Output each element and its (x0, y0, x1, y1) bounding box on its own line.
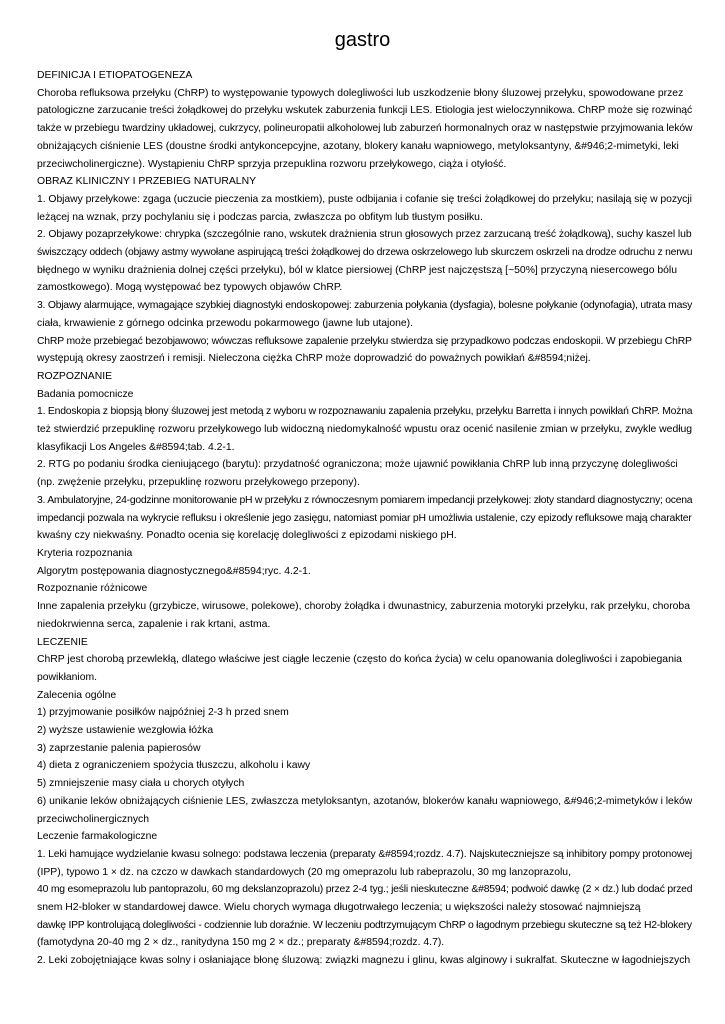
text-line: 6) unikanie leków obniżających ciśnienie LES, zwłaszcza metyloksantyn, azotanów, blokerów kanału wapniowego, &#946;2-mimetyków i leków (37, 795, 693, 807)
text-line: (np. zwężenie przełyku, przepuklinę rozworu przełykowego przepony). (37, 477, 360, 489)
text-line: Algorytm postępowania diagnostycznego&#8594;ryc. 4.2-1. (37, 565, 311, 577)
text-line: leżącej na wznak, przy pochylaniu się i podczas parcia, zwłaszcza po obfitym lub tłustym posiłku. (37, 211, 483, 223)
text-line: zamostkowego). Mogą występować bez typowych objawów ChRP. (37, 282, 343, 294)
text-line: snem H2-bloker w standardowej dawce. Wielu chorych wymaga długotrwałego leczenia; u większości należy stosować najmniejszą (37, 902, 641, 914)
document-body (37, 67, 692, 970)
text-line: (famotydyna 20-40 mg 2 × dz., ranitydyna 150 mg 2 × dz.; preparaty &#8594;rozdz. 4.7). (37, 937, 445, 949)
text-line: obniżających ciśnienie LES (doustne środki antykoncepcyjne, azotany, blokery kanału wapniowego, metyloksantyny, &#946;2-mimetyki, leki (37, 140, 679, 152)
text-line: 1) przyjmowanie posiłków najpóźniej 2-3 h przed snem (37, 707, 289, 719)
text-line: błędnego w wyniku drażnienia dolnej części przełyku), ból w klatce piersiowej (ChRP jest najczęstszą [~50%] przyczyną niesercowego bólu (37, 264, 678, 276)
text-line: ChRP może przebiegać bezobjawowo; wówczas refluksowe zapalenie przełyku stwierdza się przypadkowo podczas endoskopii. W przebiegu ChRP (37, 335, 692, 347)
text-line: 5) zmniejszenie masy ciała u chorych otyłych (37, 778, 245, 790)
text-line: Badania pomocnicze (37, 388, 134, 400)
text-line: niedokrwienna serca, zapalenie i rak krtani, astma. (37, 618, 271, 630)
text-line: kwaśny czy niekwaśny. Ponadto ocenia się korelację dolegliwości z epizodami niskiego pH. (37, 530, 457, 542)
text-line: impedancji pozwala na wykrycie refluksu i określenie jego zasięgu, natomiast pomiar pH umożliwia ustalenie, czy epizody refluksowe mają charakter (37, 512, 692, 524)
text-line: przeciwcholinergicznych (37, 813, 150, 825)
text-line: przeciwcholinergiczne). Wystąpieniu ChRP sprzyja przepuklina rozworu przełykowego, ciąża i otyłość. (37, 158, 507, 170)
text-line: Leczenie farmakologiczne (37, 831, 158, 843)
text-line: 1. Leki hamujące wydzielanie kwasu solnego: podstawa leczenia (preparaty &#8594;rozdz. 4.7). Najskuteczniejsze są inhibitory pompy protonowej (37, 848, 693, 860)
text-line: LECZENIE (37, 636, 88, 648)
text-line: także w przebiegu twardziny układowej, cukrzycy, polineuropatii alkoholowej lub zaburzeń hormonalnych oraz w następstwie przyjmowania leków (37, 123, 693, 135)
text-line: 1. Endoskopia z biopsją błony śluzowej jest metodą z wyboru w rozpoznawaniu zapalenia przełyku, przełyku Barretta i innych powikłań ChRP. Można (37, 406, 693, 418)
text-line: powikłaniom. (37, 671, 98, 683)
text-line: też stwierdzić przepuklinę rozworu przełykowego lub widoczną niedomykalność wpustu oraz ocenić nasilenie zmian w przełyku, zwykle według (37, 424, 693, 436)
text-line: Rozpoznanie różnicowe (37, 583, 148, 595)
text-line: ROZPOZNANIE (37, 370, 113, 382)
text-line: 3. Ambulatoryjne, 24-godzinne monitorowanie pH w przełyku z równoczesnym pomiarem impedancji przełykowej: złoty standard diagnostyczny; ocena (37, 494, 693, 506)
text-line: (IPP), typowo 1 × dz. na czczo w dawkach standardowych (20 mg omeprazolu lub rabeprazolu, 30 mg lanzoprazolu, (37, 866, 571, 878)
text-line: 2. Leki zobojętniające kwas solny i osłaniające błonę śluzową: związki magnezu i glinu, kwas alginowy i sukralfat. Skuteczne w łagodniejszych (37, 955, 691, 967)
text-line: ciała, krwawienie z górnego odcinka przewodu pokarmowego (jawne lub utajone). (37, 317, 414, 329)
text-line: 3) zaprzestanie palenia papierosów (37, 742, 201, 754)
text-line: Inne zapalenia przełyku (grzybicze, wirusowe, polekowe), choroby żołądka i dwunastnicy, zaburzenia motoryki przełyku, rak przełyku, choroba (37, 601, 690, 613)
document-title: gastro (334, 29, 391, 51)
text-line: 2. RTG po podaniu środka cieniującego (barytu): przydatność ograniczona; może ujawnić powikłania ChRP lub inną przyczynę dolegliwości (37, 459, 678, 471)
text-line: występują okresy zaostrzeń i remisji. Nieleczona ciężka ChRP może doprowadzić do poważnych powikłań &#8594;niżej. (37, 353, 591, 365)
text-line: dawkę IPP kontrolującą dolegliwości - codziennie lub doraźnie. W leczeniu podtrzymującym ChRP o łagodnym przebiegu skuteczne są też H2-blokery (37, 919, 692, 931)
text-line: Choroba refluksowa przełyku (ChRP) to występowanie typowych dolegliwości lub uszkodzenie błony śluzowej przełyku, spowodowane przez (37, 87, 684, 99)
text-line: Kryteria rozpoznania (37, 547, 133, 559)
text-line: OBRAZ KLINICZNY I PRZEBIEG NATURALNY (37, 176, 257, 188)
text-line: ChRP jest chorobą przewlekłą, dlatego właściwe jest ciągłe leczenie (często do końca życia) w celu opanowania dolegliwości i zapobiegania (37, 654, 682, 666)
text-line: 40 mg esomeprazolu lub pantoprazolu, 60 mg dekslanzoprazolu) przez 2-4 tyg.; jeśli nieskuteczne &#8594; podwoić dawkę (2 × dz.) lub dodać przed (37, 884, 693, 896)
text-line: Zalecenia ogólne (37, 689, 117, 701)
text-line: DEFINICJA I ETIOPATOGENEZA (37, 70, 193, 81)
text-line: 3. Objawy alarmujące, wymagające szybkiej diagnostyki endoskopowej: zaburzenia połykania (dysfagia), bolesne połykanie (odynofagia), utrata masy (37, 300, 693, 312)
text-line: klasyfikacji Los Angeles &#8594;tab. 4.2-1. (37, 441, 235, 453)
text-line: 2) wyższe ustawienie wezgłowia łóżka (37, 725, 214, 737)
text-line: 1. Objawy przełykowe: zgaga (uczucie pieczenia za mostkiem), puste odbijania i cofanie się treści żołądkowej do przełyku; nasilają się w pozycji (37, 193, 692, 205)
text-line: 2. Objawy pozaprzełykowe: chrypka (szczególnie rano, wskutek drażnienia strun głosowych przez zarzucaną treść żołądkową), suchy kaszel lub (37, 229, 692, 241)
text-line: patologiczne zarzucanie treści żołądkowej do przełyku wskutek zaburzenia funkcji LES. Etiologia jest wieloczynnikowa. ChRP może się rozwinąć (37, 105, 693, 117)
text-line: 4) dieta z ograniczeniem spożycia tłuszczu, alkoholu i kawy (37, 760, 311, 772)
text-line: świszczący oddech (objawy astmy wywołane aspirującą treści żołądkowej do drzewa oskrzelowego lub skurczem oskrzeli na drodze odruchu z nerwu (37, 247, 693, 259)
